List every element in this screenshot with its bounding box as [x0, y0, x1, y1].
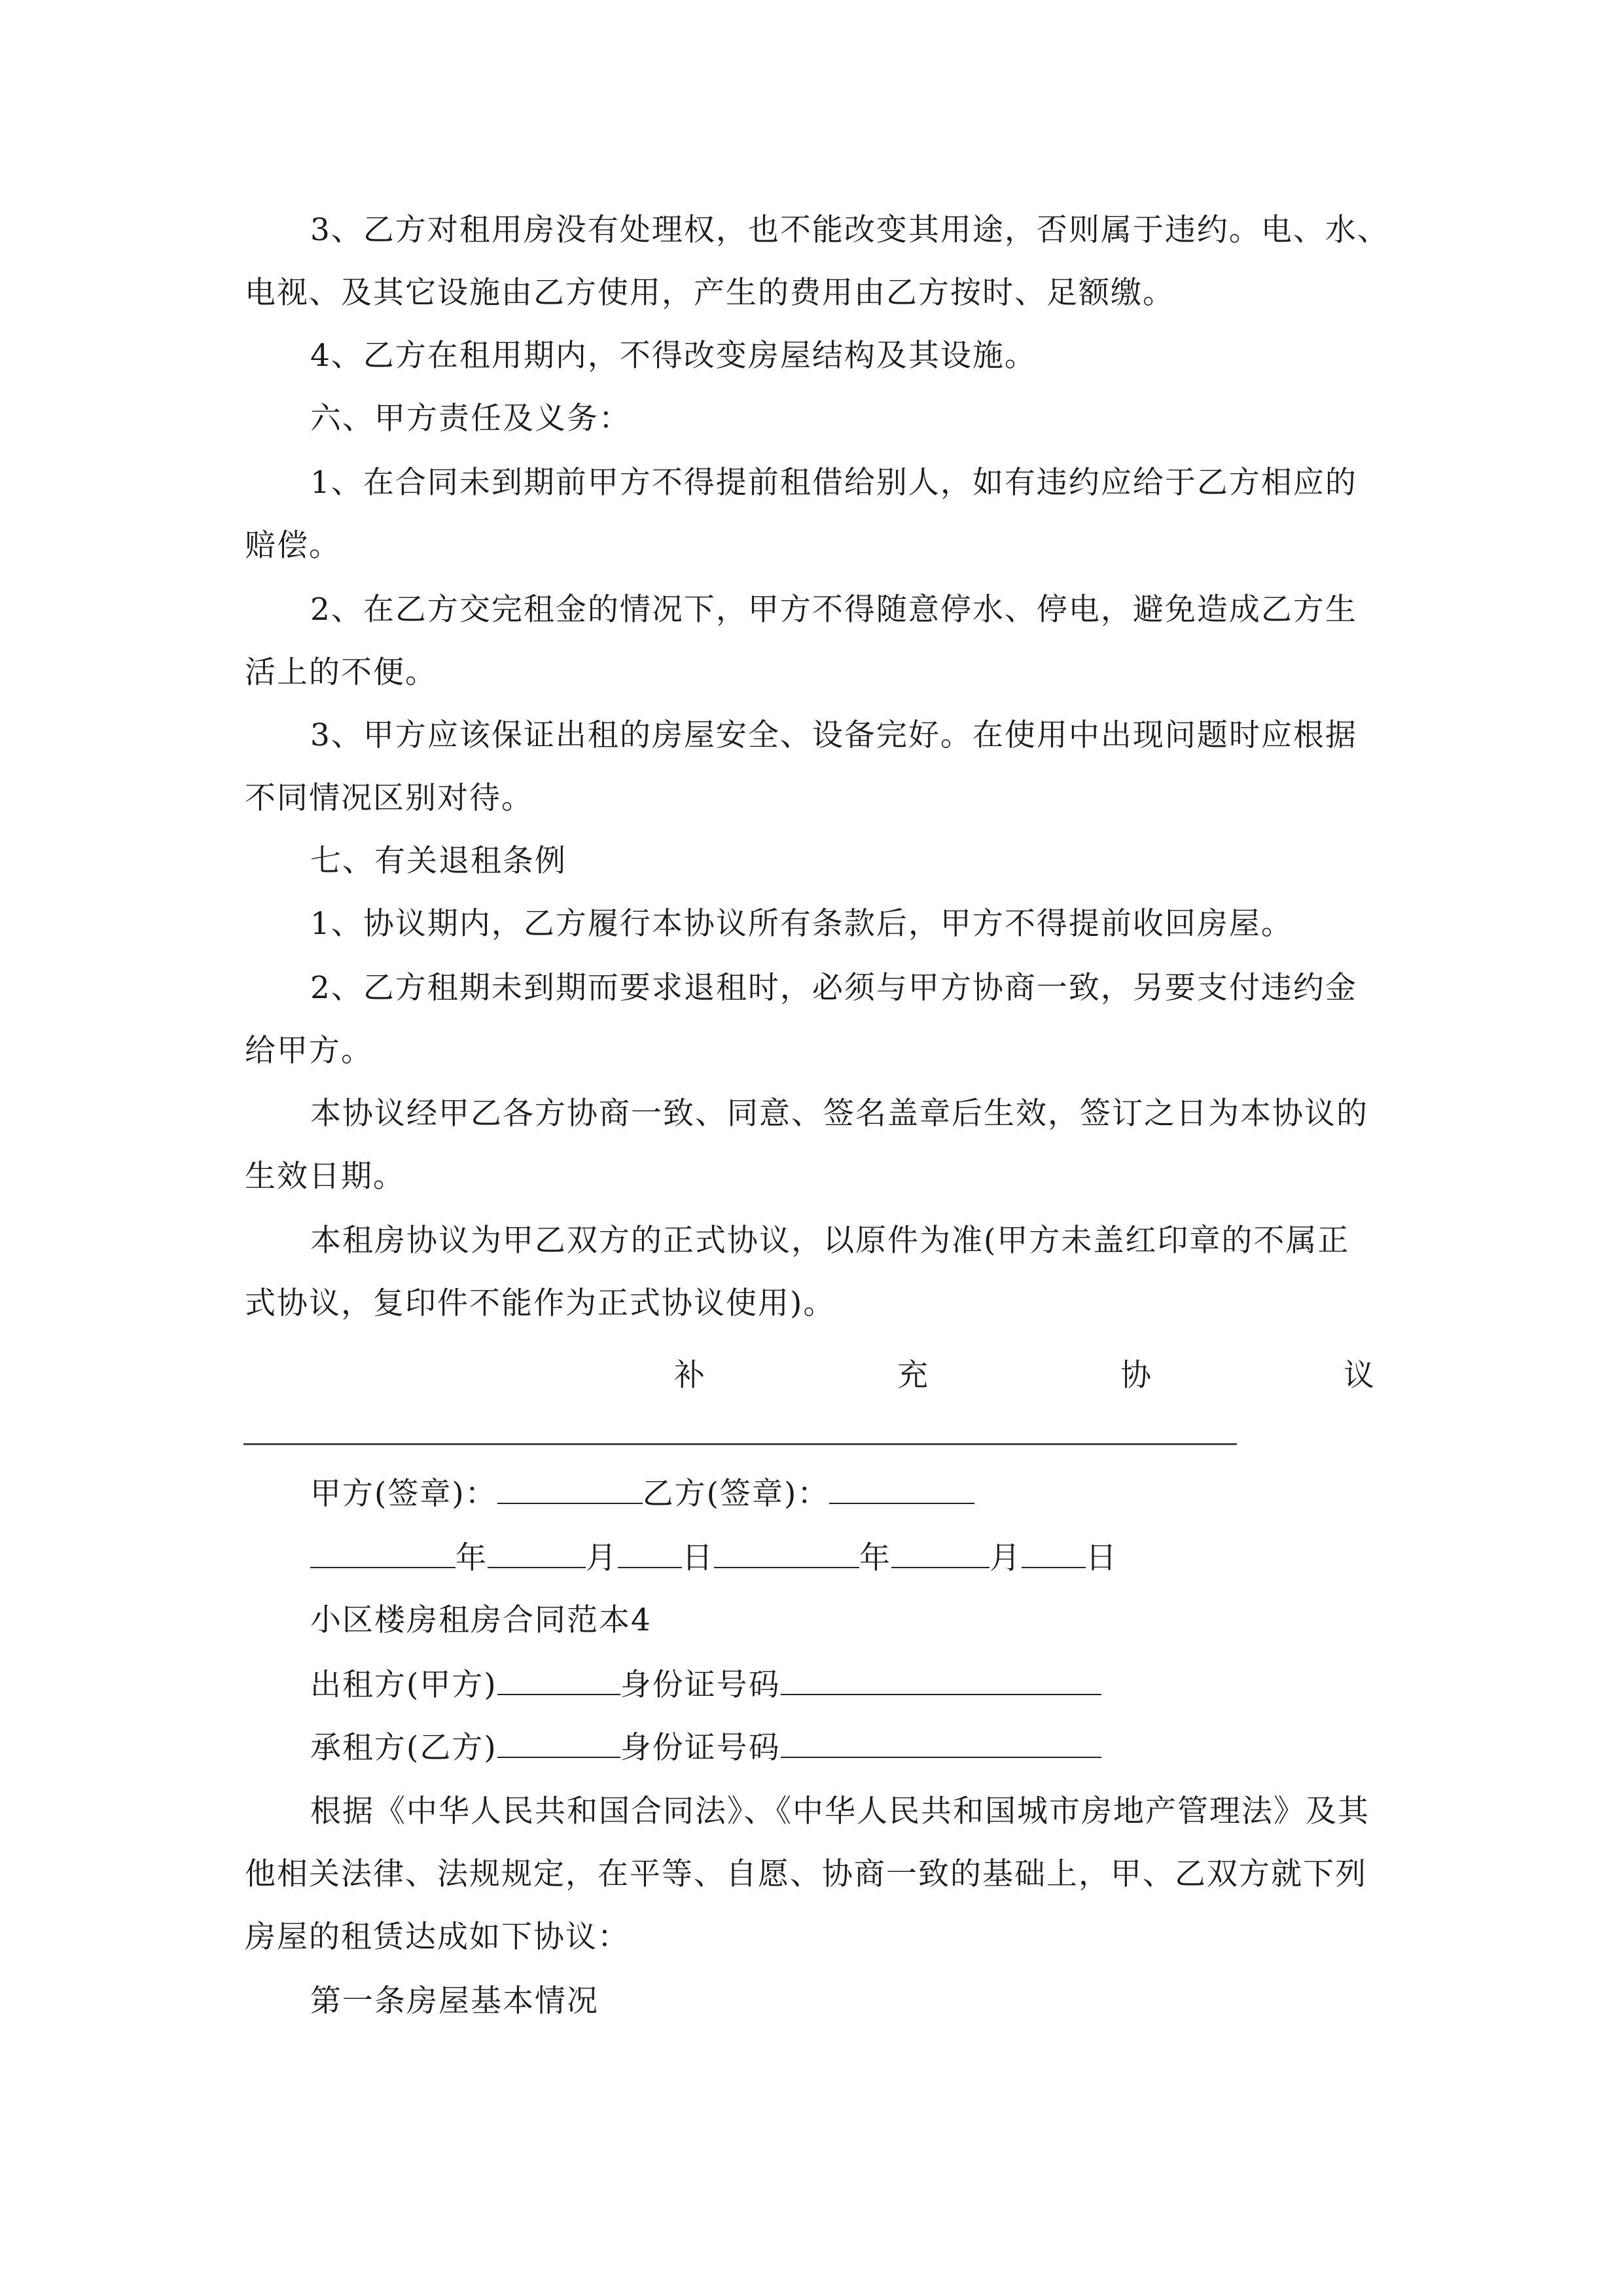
- basis-line1: 根据《中华人民共和国合同法》、《中华人民共和国城市房地产管理法》及其: [310, 1793, 1370, 1829]
- supplement-title-char: 补: [674, 1357, 705, 1393]
- party-a-sign-blank[interactable]: [497, 1474, 643, 1504]
- lessee-id-label: 身份证号码: [620, 1730, 781, 1766]
- clause-6-3-line1: 3、甲方应该保证出租的房屋安全、设备完好。在使用中出现问题时应根据: [310, 717, 1357, 753]
- lessee-label: 承租方(乙方): [310, 1730, 497, 1766]
- clause-6-2-line2: 活上的不便。: [245, 655, 437, 691]
- party-b-sign-label: 乙方(签章)：: [642, 1476, 830, 1512]
- clause-6-2-line1: 2、在乙方交完租金的情况下，甲方不得随意停水、停电，避免造成乙方生: [310, 592, 1357, 628]
- party-b-month-blank[interactable]: [891, 1538, 990, 1568]
- clause-7-2-line2: 给甲方。: [245, 1033, 373, 1069]
- effect-clause-line2: 生效日期。: [245, 1158, 405, 1194]
- effect-clause-line1: 本协议经甲乙各方协商一致、同意、签名盖章后生效，签订之日为本协议的: [310, 1096, 1368, 1132]
- clause-5-3-line1: 3、乙方对租用房没有处理权，也不能改变其用途，否则属于违约。电、水、: [310, 212, 1389, 248]
- party-b-day-blank[interactable]: [1022, 1538, 1086, 1568]
- supplement-title-char: 议: [1344, 1357, 1374, 1393]
- lessee-line: [310, 1728, 1101, 1768]
- formal-clause-line1: 本租房协议为甲乙双方的正式协议，以原件为准(甲方未盖红印章的不属正: [310, 1223, 1350, 1259]
- clause-6-1-line2: 赔偿。: [245, 528, 341, 564]
- party-b-sign-blank[interactable]: [829, 1474, 974, 1504]
- section-7-heading: 七、有关退租条例: [310, 843, 567, 879]
- clause-6-1-line1: 1、在合同未到期前甲方不得提前租借给别人，如有违约应给于乙方相应的: [310, 465, 1357, 501]
- clause-5-4: 4、乙方在租用期内，不得改变房屋结构及其设施。: [310, 338, 1037, 374]
- formal-clause-line2: 式协议，复印件不能作为正式协议使用)。: [245, 1285, 836, 1321]
- lessor-id-blank[interactable]: [781, 1665, 1101, 1695]
- clause-6-3-line2: 不同情况区别对待。: [245, 780, 533, 816]
- party-a-sign-label: 甲方(签章)：: [310, 1476, 497, 1512]
- clause-7-2-line1: 2、乙方租期未到期而要求退租时，必须与甲方协商一致，另要支付违约金: [310, 970, 1357, 1006]
- year-label: 年: [455, 1540, 488, 1576]
- supplement-title-char: 协: [1120, 1357, 1151, 1393]
- day-label: 日: [682, 1540, 714, 1576]
- lessor-name-blank[interactable]: [497, 1665, 620, 1695]
- lessor-id-label: 身份证号码: [620, 1667, 781, 1703]
- clause-7-1: 1、协议期内，乙方履行本协议所有条款后，甲方不得提前收回房屋。: [310, 906, 1293, 942]
- contract-4-title: 小区楼房租房合同范本4: [310, 1602, 652, 1638]
- section-6-heading: 六、甲方责任及义务：: [310, 401, 631, 437]
- horizontal-divider: [243, 1443, 1237, 1445]
- basis-line2: 他相关法律、法规规定，在平等、自愿、协商一致的基础上，甲、乙双方就下列: [245, 1856, 1367, 1892]
- party-a-month-blank[interactable]: [488, 1538, 586, 1568]
- supplement-title-char: 充: [897, 1357, 928, 1393]
- month-label: 月: [990, 1540, 1022, 1576]
- supplement-title: [674, 1356, 1374, 1395]
- day-label: 日: [1086, 1540, 1118, 1576]
- basis-line3: 房屋的租赁达成如下协议：: [245, 1919, 630, 1955]
- month-label: 月: [586, 1540, 618, 1576]
- lessee-name-blank[interactable]: [497, 1728, 620, 1758]
- lessor-label: 出租方(甲方): [310, 1667, 497, 1703]
- party-a-year-blank[interactable]: [310, 1538, 455, 1568]
- party-a-day-blank[interactable]: [618, 1538, 682, 1568]
- clause-5-3-line2: 电视、及其它设施由乙方使用，产生的费用由乙方按时、足额缴。: [245, 275, 1175, 311]
- article-1-heading: 第一条房屋基本情况: [310, 1983, 599, 2019]
- signature-line: [310, 1474, 974, 1514]
- lessor-line: [310, 1665, 1101, 1705]
- party-b-year-blank[interactable]: [714, 1538, 859, 1568]
- date-line: [310, 1538, 1118, 1578]
- lessee-id-blank[interactable]: [781, 1728, 1101, 1758]
- year-label: 年: [859, 1540, 891, 1576]
